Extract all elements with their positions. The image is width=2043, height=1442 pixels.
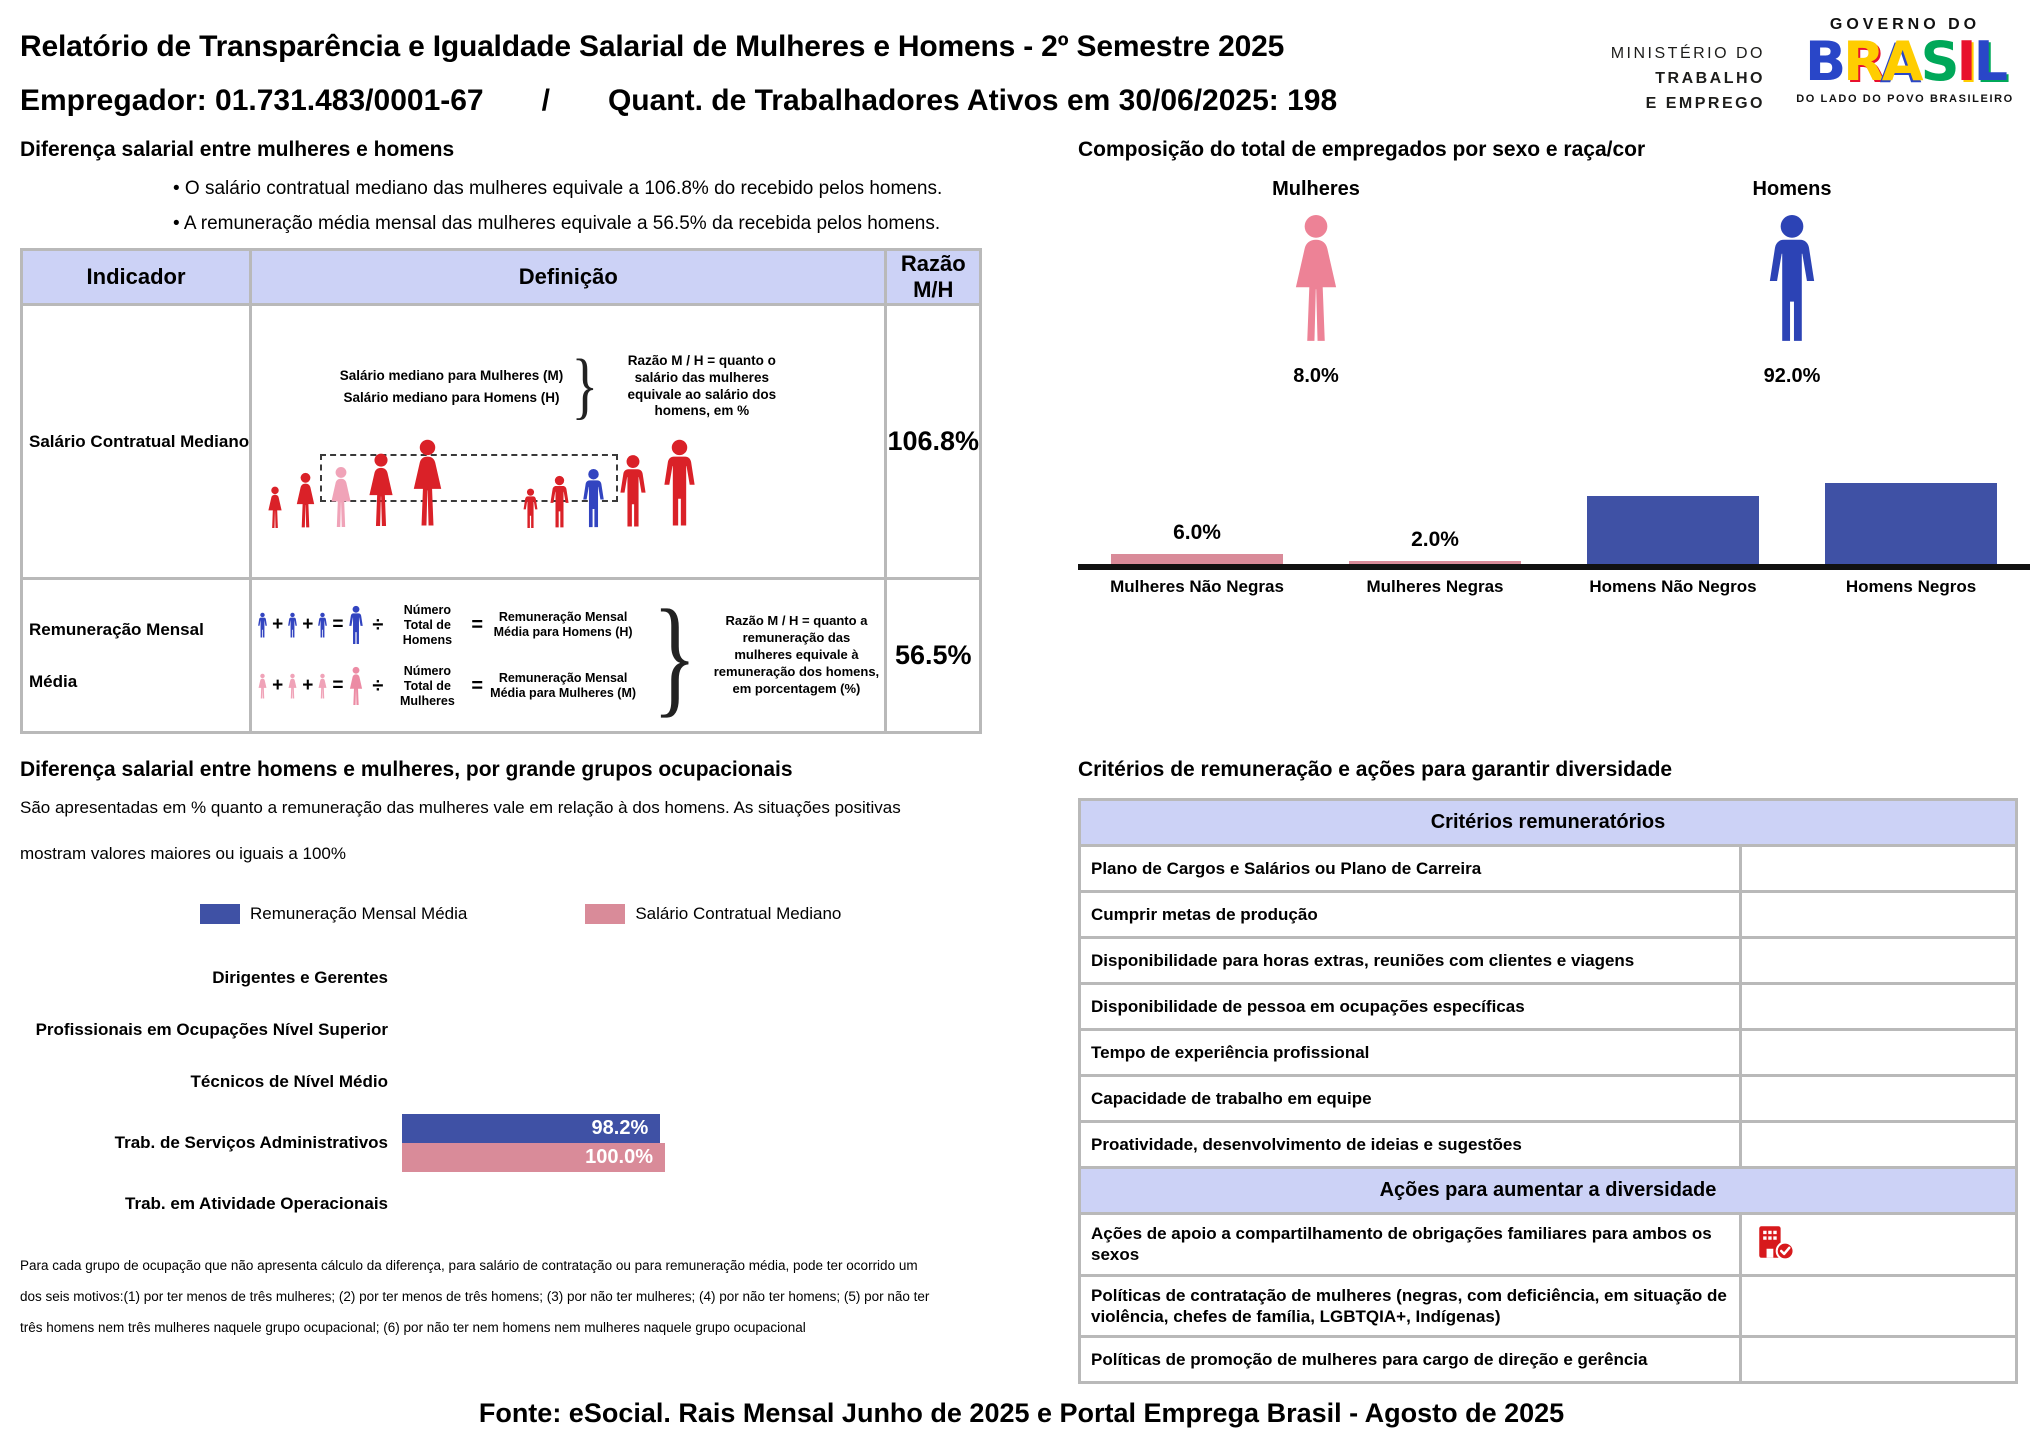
report-subtitle <box>20 84 1580 118</box>
women-result-label: Remuneração Mensal Média para Mulheres (M) <box>490 671 637 700</box>
brace-glyph: } <box>571 345 599 428</box>
criteria-value-cell <box>1740 1122 2016 1168</box>
indicator-name: Remuneração Mensal Média <box>22 579 251 733</box>
composition-title: Composição do total de empregados por sexo e raça/cor <box>1078 138 1646 161</box>
median-ratio-value: 106.8% <box>886 305 981 579</box>
category-label: Dirigentes e Gerentes <box>212 967 388 987</box>
salary-gap-title: Diferença salarial entre mulheres e homens <box>20 138 455 161</box>
criteria-value-cell <box>1740 938 2016 984</box>
criteria-item: Políticas de contratação de mulheres (negras, com deficiência, em situação de violência, chefes de família, LGBTQIA+, Indígenas) <box>1080 1275 1741 1337</box>
criteria-item: Ações de apoio a compartilhamento de obrigações familiares para ambos os sexos <box>1080 1214 1741 1276</box>
criteria-value-cell <box>1740 1214 2016 1276</box>
criteria-item: Disponibilidade para horas extras, reuniões com clientes e viagens <box>1080 938 1741 984</box>
criteria-table <box>1078 798 2018 1384</box>
active-workers: Quant. de Trabalhadores Ativos em 30/06/2025: 198 <box>607 84 1338 117</box>
men-divisor-label: Número Total de Homens <box>402 602 453 647</box>
salary-gap-bullets <box>173 178 1020 235</box>
category-label: Homens Não Negros <box>1589 577 1757 596</box>
legend-swatch-pink <box>585 904 625 924</box>
median-salary-diagram <box>251 305 886 579</box>
woman-median-icon <box>325 466 357 530</box>
chart-row <box>20 958 1065 998</box>
chart-legend <box>200 904 1065 924</box>
man-icon <box>546 475 573 530</box>
women-formula: + + = ÷ Número Total de Mulheres = Remuneração Mensal Média para Mulheres (M) <box>256 664 637 709</box>
table-row <box>1080 1030 2017 1076</box>
indicator-table-header <box>22 250 981 305</box>
criteria-item: Proatividade, desenvolvimento de ideias e sugestões <box>1080 1122 1741 1168</box>
category-label: Trab. em Atividade Operacionais <box>125 1193 388 1213</box>
section-occupational <box>20 758 1065 1343</box>
table-row <box>1080 892 2017 938</box>
bar <box>1825 483 1997 564</box>
chart-row <box>20 1114 1065 1172</box>
criteria-title: Critérios de remuneração e ações para garantir diversidade <box>1078 758 1673 781</box>
table-row <box>22 579 981 733</box>
table-row <box>1080 984 2017 1030</box>
criteria-value-cell <box>1740 984 2016 1030</box>
criteria-item: Capacidade de trabalho em equipe <box>1080 1076 1741 1122</box>
category-label: Trab. de Serviços Administrativos <box>114 1132 388 1152</box>
bar <box>1111 554 1283 564</box>
composition-bar-chart <box>1078 422 2030 597</box>
man-median-icon <box>578 468 609 530</box>
employer-id: Empregador: 01.731.483/0001-67 <box>20 84 484 117</box>
criteria-item: Cumprir metas de produção <box>1080 892 1741 938</box>
bullet-median: • O salário contratual mediano das mulheres equivale a 106.8% do recebido pelos homens. <box>173 178 943 199</box>
mean-ratio-value: 56.5% <box>886 579 981 733</box>
woman-icon <box>286 673 299 700</box>
criteria-value-cell <box>1740 1275 2016 1337</box>
women-percentage: 8.0% <box>1293 365 1339 387</box>
man-icon <box>256 612 269 639</box>
sex-figures <box>1078 178 2030 388</box>
occupational-bar-chart <box>20 958 1065 1224</box>
report-header <box>20 30 1580 118</box>
men-formula: + + = ÷ Número Total de Homens = Remuneração Mensal Média para Homens (H) <box>256 603 637 648</box>
table-row <box>1080 1275 2017 1337</box>
men-result-label: Remuneração Mensal Média para Homens (H) <box>493 610 633 639</box>
report-title: Relatório de Transparência e Igualdade Salarial de Mulheres e Homens - 2º Semestre 2025 <box>20 30 1285 63</box>
legend-item <box>585 904 841 924</box>
women-divisor-label: Número Total de Mulheres <box>399 663 455 708</box>
men-percentage: 92.0% <box>1763 365 1821 387</box>
woman-icon <box>264 486 286 530</box>
women-label: Mulheres <box>1272 178 1360 200</box>
population-illustration <box>258 434 708 530</box>
legend-item <box>200 904 467 924</box>
criteria-value-cell <box>1740 1337 2016 1383</box>
bar <box>1349 561 1521 564</box>
ministry-logo: MINISTÉRIO DO TRABALHO E EMPREGO <box>1610 45 1765 112</box>
chart-row <box>20 1062 1065 1102</box>
criteria-item: Políticas de promoção de mulheres para cargo de direção e gerência <box>1080 1337 1741 1383</box>
woman-icon <box>346 666 366 707</box>
table-row <box>1080 1214 2017 1276</box>
separator: / <box>541 84 550 117</box>
legend-label: Salário Contratual Mediano <box>635 904 842 923</box>
median-men-label: Salário mediano para Homens (H) <box>343 390 560 405</box>
col-indicador: Indicador <box>22 250 251 305</box>
women-group-illustration <box>264 438 450 530</box>
col-definicao: Definição <box>251 250 886 305</box>
chart-row <box>20 1184 1065 1224</box>
woman-icon <box>1283 213 1349 347</box>
median-women-label: Salário mediano para Mulheres (M) <box>339 368 564 383</box>
woman-icon <box>316 673 329 700</box>
median-ratio-note: Razão M / H = quanto o salário das mulheres equivale ao salário dos homens, em % <box>627 352 777 419</box>
table-row <box>1080 846 2017 892</box>
bar-value-label: 2.0% <box>1411 527 1459 551</box>
section-criteria <box>1078 758 2024 1384</box>
man-icon <box>657 438 702 530</box>
man-icon <box>520 488 541 530</box>
occupational-subtitle-2: mostram valores maiores ou iguais a 100% <box>20 844 346 863</box>
criteria-value-cell <box>1740 1076 2016 1122</box>
x-axis-line <box>1078 564 2030 570</box>
bar: 100.0% <box>402 1143 665 1172</box>
woman-icon <box>291 472 320 530</box>
bar-slot <box>1554 422 1792 564</box>
section-salary-gap <box>20 138 1020 734</box>
category-labels <box>1078 577 2030 597</box>
woman-icon <box>256 673 269 700</box>
bar-slot <box>1078 422 1316 564</box>
woman-icon <box>405 438 450 530</box>
brace-glyph: } <box>652 581 697 729</box>
criteria-item: Tempo de experiência profissional <box>1080 1030 1741 1076</box>
man-icon <box>1759 213 1825 347</box>
table-row <box>1080 1076 2017 1122</box>
occupational-footnote: Para cada grupo de ocupação que não apresenta cálculo da diferença, para salário de contratação ou para remuneração média, pode ter ocorrido um dos seis motivos:(1) por ter menos de três mulheres; (2) por ter menos de três homens; (3) por não ter mulheres; (4) por não ter homens; (5) por não ter três homens nem três mulheres naquele grupo ocupacional; (6) por não ter nem homens nem mulheres naquele grupo ocupacional <box>20 1258 930 1336</box>
col-razao: Razão M/H <box>886 250 981 305</box>
bar <box>1587 496 1759 564</box>
bullet-mean: • A remuneração média mensal das mulheres equivale a 56.5% da recebida pelos homens. <box>173 213 941 234</box>
source-footer: Fonte: eSocial. Rais Mensal Junho de 2025 e Portal Emprega Brasil - Agosto de 2025 <box>478 1398 1565 1428</box>
mean-ratio-note: Razão M / H = quanto a remuneração das mulheres equivale à remuneração dos homens, em porcentagem (%) <box>713 613 880 696</box>
category-label: Técnicos de Nível Médio <box>190 1071 388 1091</box>
governo-do-brasil-logo: GOVERNO DO BRASIL DO LADO DO POVO BRASILEIRO <box>1789 16 2021 105</box>
bar-slot <box>1792 422 2030 564</box>
chart-row <box>20 1010 1065 1050</box>
table-row <box>1080 1122 2017 1168</box>
category-label: Mulheres Negras <box>1366 577 1504 596</box>
women-figure <box>1078 178 1554 388</box>
brasil-wordmark: BRASIL <box>1805 30 2005 93</box>
table-row <box>1080 1337 2017 1383</box>
bar: 98.2% <box>402 1114 660 1143</box>
bar-area <box>402 1114 1065 1172</box>
legend-swatch-blue <box>200 904 240 924</box>
criteria-band-diversidade: Ações para aumentar a diversidade <box>1080 1168 2017 1214</box>
bar-slot <box>1316 422 1554 564</box>
man-icon <box>286 612 299 639</box>
building-check-icon <box>1754 1224 1796 1260</box>
indicator-table <box>20 248 982 734</box>
criteria-band-remuneratorios: Critérios remuneratórios <box>1080 800 2017 846</box>
criteria-value-cell <box>1740 846 2016 892</box>
section-composition <box>1078 138 2030 597</box>
category-label: Profissionais em Ocupações Nível Superior <box>35 1019 388 1039</box>
occupational-title: Diferença salarial entre homens e mulheres, por grande grupos ocupacionais <box>20 758 793 781</box>
criteria-value-cell <box>1740 1030 2016 1076</box>
legend-label: Remuneração Mensal Média <box>250 904 468 923</box>
category-label: Homens Negros <box>1845 577 1977 596</box>
table-row <box>22 305 981 579</box>
man-icon <box>346 605 366 646</box>
men-group-illustration <box>520 438 702 530</box>
indicator-name: Salário Contratual Mediano <box>22 305 251 579</box>
occupational-subtitle-1: São apresentadas em % quanto a remuneração das mulheres vale em relação à dos homens. As situações positivas <box>20 798 901 817</box>
criteria-value-cell <box>1740 892 2016 938</box>
man-icon <box>614 454 652 530</box>
mean-salary-diagram <box>251 579 886 733</box>
criteria-item: Plano de Cargos e Salários ou Plano de Carreira <box>1080 846 1741 892</box>
category-label: Mulheres Não Negras <box>1110 577 1284 596</box>
man-icon <box>316 612 329 639</box>
bar-value-label: 6.0% <box>1173 521 1221 545</box>
men-label: Homens <box>1752 178 1832 200</box>
men-figure <box>1554 178 2030 388</box>
table-row <box>1080 938 2017 984</box>
woman-icon <box>362 452 400 530</box>
criteria-item: Disponibilidade de pessoa em ocupações específicas <box>1080 984 1741 1030</box>
